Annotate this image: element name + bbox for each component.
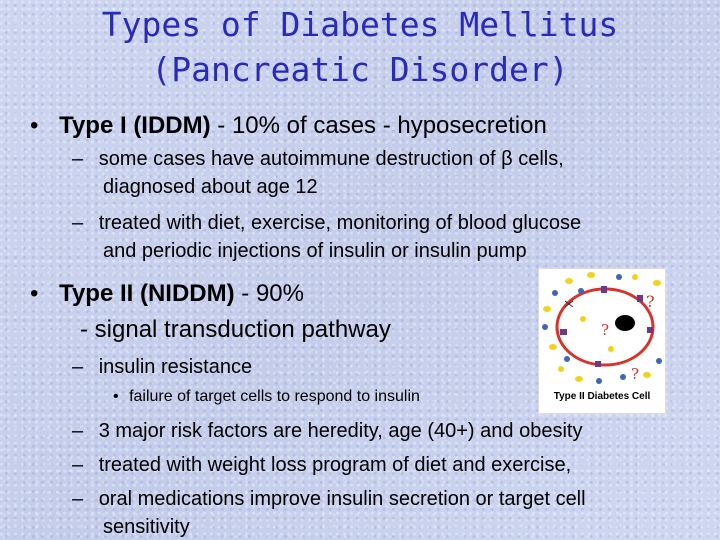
type1-sub1-line2: diagnosed about age 12 — [103, 176, 318, 198]
type2-sub2-text: 3 major risk factors are heredity, age (40+) and obesity — [98, 420, 583, 442]
type1-heading — [30, 112, 547, 140]
dash: – — [72, 148, 84, 170]
type2-sub2 — [72, 420, 582, 443]
type1-description: - 10% of cases - hyposecretion — [210, 112, 547, 139]
glucose-molecule — [653, 280, 661, 286]
bullet: • — [113, 388, 119, 405]
glucose-molecule — [580, 316, 586, 322]
dash: – — [72, 212, 84, 234]
insulin-molecule — [578, 288, 584, 294]
type1-sub1-line1 — [72, 148, 564, 171]
insulin-molecule — [564, 356, 570, 362]
type2-sub1 — [72, 356, 252, 379]
type2-label: Type II (NIDDM) — [59, 280, 235, 307]
glucose-molecule — [587, 272, 595, 278]
figure-caption: Type II Diabetes Cell — [553, 391, 651, 402]
type2-description: - 90% — [234, 280, 304, 307]
bullet: • — [30, 280, 39, 307]
type2-subsub — [113, 388, 420, 406]
dash: – — [72, 454, 84, 476]
question-mark: ? — [631, 365, 640, 383]
glucose-molecule — [549, 344, 557, 350]
insulin-molecule — [542, 324, 548, 330]
type2-heading — [30, 280, 304, 308]
cell-nucleus — [615, 315, 635, 331]
glucose-molecule — [608, 346, 614, 352]
bullet: • — [30, 112, 39, 139]
glucose-molecule — [558, 366, 564, 372]
title-line-2: (Pancreatic Disorder) — [151, 50, 569, 89]
glucose-molecule — [643, 372, 651, 378]
type2-sub4-text: oral medications improve insulin secretion or target cell — [98, 488, 586, 510]
type2-heading-line2: - signal transduction pathway — [80, 316, 391, 343]
type2-sub4-line1 — [72, 488, 586, 511]
insulin-receptor — [560, 329, 567, 335]
question-mark: ? — [601, 321, 610, 339]
type2-sub1-text: insulin resistance — [98, 356, 253, 378]
dash: – — [72, 420, 84, 442]
type1-sub2-text: treated with diet, exercise, monitoring of blood glucose — [98, 212, 582, 234]
glucose-molecule — [543, 306, 551, 312]
type1-sub1-text-end: cells, — [512, 148, 564, 170]
insulin-molecule — [620, 374, 626, 380]
dash: – — [72, 488, 84, 510]
glucose-molecule — [632, 274, 638, 280]
question-mark: ? — [646, 292, 655, 311]
dash: – — [72, 356, 84, 378]
insulin-receptor — [601, 286, 607, 293]
type1-sub1-text: some cases have autoimmune destruction of — [98, 148, 502, 170]
type2-subsub-text: failure of target cells to respond to insulin — [129, 388, 420, 405]
insulin-receptor — [595, 361, 601, 367]
insulin-molecule — [616, 274, 622, 280]
glucose-molecule — [575, 376, 583, 382]
type2-cell-figure — [538, 268, 666, 414]
type2-sub3 — [72, 454, 571, 477]
type1-sub2-line1 — [72, 212, 581, 235]
type2-sub3-text: treated with weight loss program of diet and exercise, — [98, 454, 572, 476]
insulin-receptor — [637, 295, 643, 302]
beta-symbol: β — [501, 148, 513, 170]
insulin-molecule — [656, 358, 662, 364]
insulin-receptor — [647, 327, 653, 333]
cell-diagram — [539, 269, 665, 391]
type1-label: Type I (IDDM) — [59, 112, 211, 139]
insulin-molecule — [552, 290, 558, 296]
insulin-molecule — [596, 378, 602, 384]
glucose-molecule — [565, 278, 573, 284]
type1-sub2-line2: and periodic injections of insulin or insulin pump — [103, 240, 527, 262]
title-line-1: Types of Diabetes Mellitus — [101, 5, 619, 44]
type2-sub4-line2: sensitivity — [103, 516, 190, 538]
slide-title — [0, 2, 720, 92]
